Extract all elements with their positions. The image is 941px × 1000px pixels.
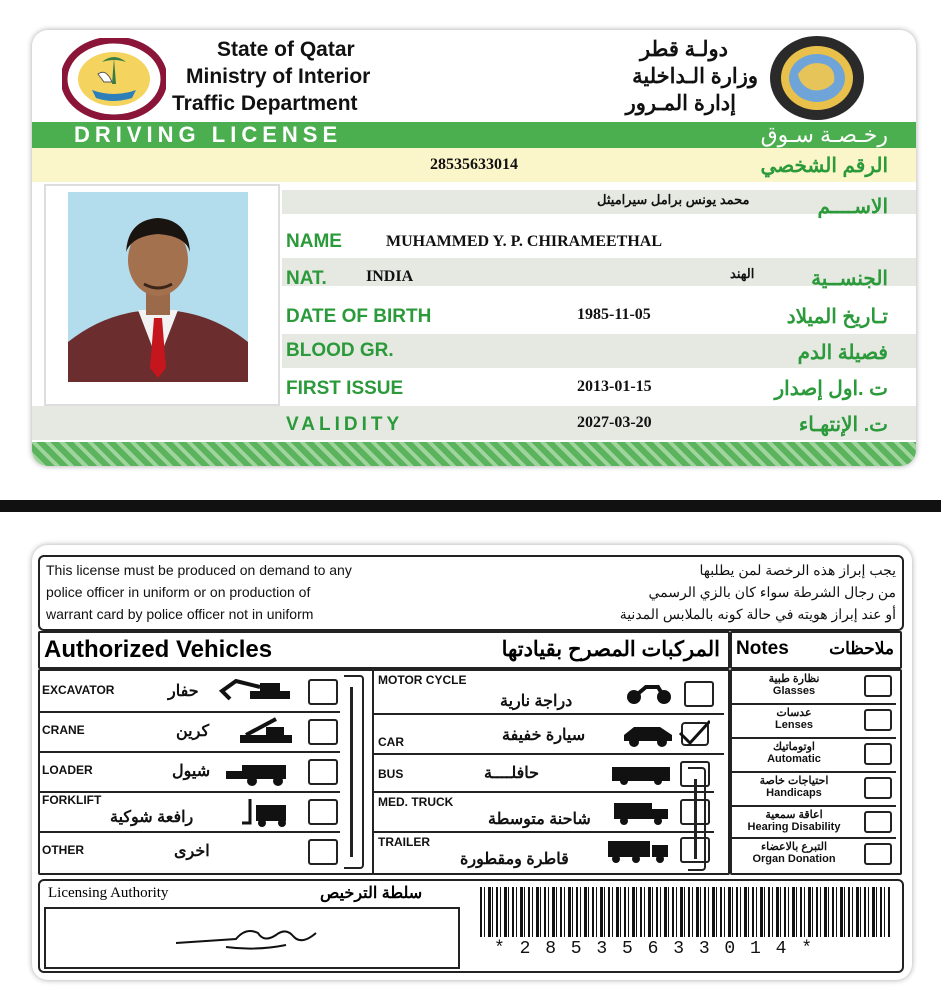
left-bracket [344, 675, 364, 869]
first-issue-label-ar: ت .اول إصدار [774, 378, 888, 400]
id-row [32, 148, 916, 182]
note-label-en: Glasses [772, 685, 816, 697]
authorized-vehicles-ar: المركبات المصرح بقيادتها [501, 638, 720, 661]
title-ar: رخـصـة سـوق [760, 122, 888, 147]
note-label-ar: اوتوماتيك [772, 741, 815, 753]
glasses-checkbox[interactable] [864, 675, 892, 697]
note-label-ar: اعاقة سمعية [765, 809, 823, 821]
list-item [732, 807, 896, 839]
list-item [732, 839, 896, 869]
notice-ar-line: أو عند إبراز هويته في حالة كونه بالملابس المدنية [619, 606, 896, 622]
id-label-ar: الرقم الشخصي [760, 155, 888, 177]
lenses-checkbox[interactable] [864, 709, 892, 731]
title-en: DRIVING LICENSE [74, 122, 343, 147]
notice-en-line: This license must be produced on demand to any [46, 562, 352, 578]
list-item [374, 793, 714, 833]
vehicle-label-en: CAR [378, 735, 404, 749]
blood-label: BLOOD GR. [286, 340, 394, 361]
id-number: 28535633014 [430, 156, 518, 173]
car-checkbox[interactable] [678, 719, 710, 747]
vehicle-label-en: CRANE [42, 723, 85, 737]
license-back-card [32, 545, 912, 980]
first-issue-value: 2013-01-15 [577, 378, 652, 395]
notice-en-line: warrant card by police officer not in uniform [46, 606, 314, 622]
validity-label-ar: ت. الإنتهـاء [798, 414, 888, 436]
car-icon [620, 723, 676, 752]
vehicle-label-en: MED. TRUCK [378, 795, 454, 809]
truck-icon [612, 801, 672, 830]
qatar-emblem-icon [62, 38, 166, 120]
motorcycle-icon [624, 681, 674, 710]
list-item [732, 705, 896, 739]
blood-label-ar: فصيلة الدم [797, 342, 888, 364]
list-item [732, 773, 896, 807]
crane-checkbox[interactable] [308, 719, 338, 745]
note-label-ar: احتياجات خاصة [759, 775, 829, 787]
vehicle-label-ar: اخرى [174, 843, 210, 860]
list-item [40, 671, 340, 713]
authorized-vehicles-header [38, 631, 730, 669]
handicaps-checkbox[interactable] [864, 777, 892, 799]
notice-en-line: police officer in uniform or on production of [46, 584, 311, 600]
signature-icon [166, 913, 366, 963]
vehicle-label-en: OTHER [42, 843, 84, 857]
hearing-checkbox[interactable] [864, 811, 892, 833]
header-state-ar: دولـة قطر [640, 38, 728, 61]
vehicle-label-ar: سيارة خفيفة [502, 727, 586, 744]
note-label-ar: نظارة طبية [768, 673, 820, 685]
title-bar [32, 122, 916, 148]
note-label-ar: التبرع بالاعضاء [760, 841, 828, 853]
name-label: NAME [286, 231, 342, 252]
license-front-card [32, 30, 916, 466]
notice-ar-line: من رجال الشرطة سواء كان بالزي الرسمي [648, 584, 896, 600]
note-label-en: Organ Donation [752, 853, 836, 865]
nat-label-ar: الجنســية [811, 268, 888, 290]
trailer-icon [606, 839, 672, 868]
header-dept-en: Traffic Department [172, 92, 358, 115]
list-item [374, 755, 714, 793]
note-label-en: Lenses [775, 719, 813, 731]
list-item [732, 671, 896, 705]
list-item [374, 833, 714, 869]
vehicle-label-ar: كرين [176, 723, 210, 740]
notes-ar: ملاحظات [829, 639, 894, 658]
header-dept-ar: إدارة المـرور [625, 92, 736, 115]
automatic-checkbox[interactable] [864, 743, 892, 765]
photo-frame [44, 184, 280, 406]
note-label-en: Automatic [767, 753, 821, 765]
nat-value: INDIA [366, 268, 414, 285]
vehicle-label-en: EXCAVATOR [42, 683, 115, 697]
excavator-icon [216, 679, 296, 708]
holder-photo [68, 192, 248, 382]
nat-value-ar: الهند [730, 266, 755, 281]
vehicle-label-en: FORKLIFT [42, 793, 102, 807]
notice-box [38, 555, 904, 631]
vehicle-label-ar: حفار [168, 683, 199, 700]
notes-header [730, 631, 902, 669]
loader-icon [224, 759, 296, 792]
list-item [40, 753, 340, 793]
motorcycle-checkbox[interactable] [684, 681, 714, 707]
notice-ar-line: يجب إبراز هذه الرخصة لمن يطلبها [699, 562, 896, 578]
vehicle-label-en: LOADER [42, 763, 93, 777]
name-ar-value: محمد يونس برامل سيراميثل [597, 192, 750, 207]
vehicle-label-en: BUS [378, 767, 404, 781]
vehicle-label-ar: حافلــــة [484, 765, 540, 782]
list-item [374, 715, 724, 755]
loader-checkbox[interactable] [308, 759, 338, 785]
bottom-pattern-band [32, 442, 916, 466]
barcode [480, 887, 890, 937]
note-label-en: Hearing Disability [747, 821, 841, 833]
licensing-authority-box [38, 879, 904, 973]
name-value: MUHAMMED Y. P. CHIRAMEETHAL [386, 233, 663, 250]
first-issue-label: FIRST ISSUE [286, 378, 404, 399]
header-state-en: State of Qatar [217, 38, 355, 61]
nat-label: NAT. [286, 268, 327, 289]
authorized-vehicles-en: Authorized Vehicles [44, 636, 273, 663]
notes-en: Notes [736, 638, 789, 659]
gcc-emblem-icon [768, 34, 866, 122]
other-checkbox[interactable] [308, 839, 338, 865]
header-ministry-ar: وزارة الـداخلية [632, 65, 758, 88]
list-item [374, 671, 724, 715]
vehicle-label-ar: قاطرة ومقطورة [460, 851, 569, 868]
dob-value: 1985-11-05 [577, 306, 651, 323]
crane-icon [236, 717, 296, 752]
vehicle-label-en: MOTOR CYCLE [378, 673, 467, 687]
excavator-checkbox[interactable] [308, 679, 338, 705]
list-item [40, 833, 340, 869]
vehicle-label-ar: رافعة شوكية [110, 809, 194, 826]
note-label-ar: عدسات [776, 707, 812, 719]
vehicle-label-ar: دراجة نارية [500, 693, 573, 710]
vehicle-label-ar: شاحنة متوسطة [488, 811, 591, 828]
licensing-authority-ar: سلطة الترخيص [320, 885, 423, 902]
dob-label: DATE OF BIRTH [286, 306, 432, 327]
licensing-authority-en: Licensing Authority [48, 885, 169, 901]
validity-label: VALIDITY [286, 414, 404, 435]
list-item [40, 713, 340, 753]
list-item [40, 793, 340, 833]
vehicle-label-en: TRAILER [378, 835, 430, 849]
forklift-checkbox[interactable] [308, 799, 338, 825]
row-stripe [32, 406, 916, 440]
divider [0, 500, 941, 512]
name-ar-label: الاســــم [817, 196, 888, 218]
validity-value: 2027-03-20 [577, 414, 652, 431]
header-ministry-en: Ministry of Interior [186, 65, 371, 88]
barcode-text: * 2 8 5 3 5 6 3 3 0 1 4 * [494, 939, 815, 959]
signature-box [44, 907, 460, 969]
dob-label-ar: تـاريخ الميلاد [786, 306, 888, 328]
bus-icon [610, 765, 674, 790]
list-item [732, 739, 896, 773]
note-label-en: Handicaps [766, 787, 822, 799]
vehicle-label-ar: شيول [172, 763, 211, 780]
forklift-icon [240, 797, 296, 832]
organ-donation-checkbox[interactable] [864, 843, 892, 865]
right-bracket [688, 767, 706, 871]
